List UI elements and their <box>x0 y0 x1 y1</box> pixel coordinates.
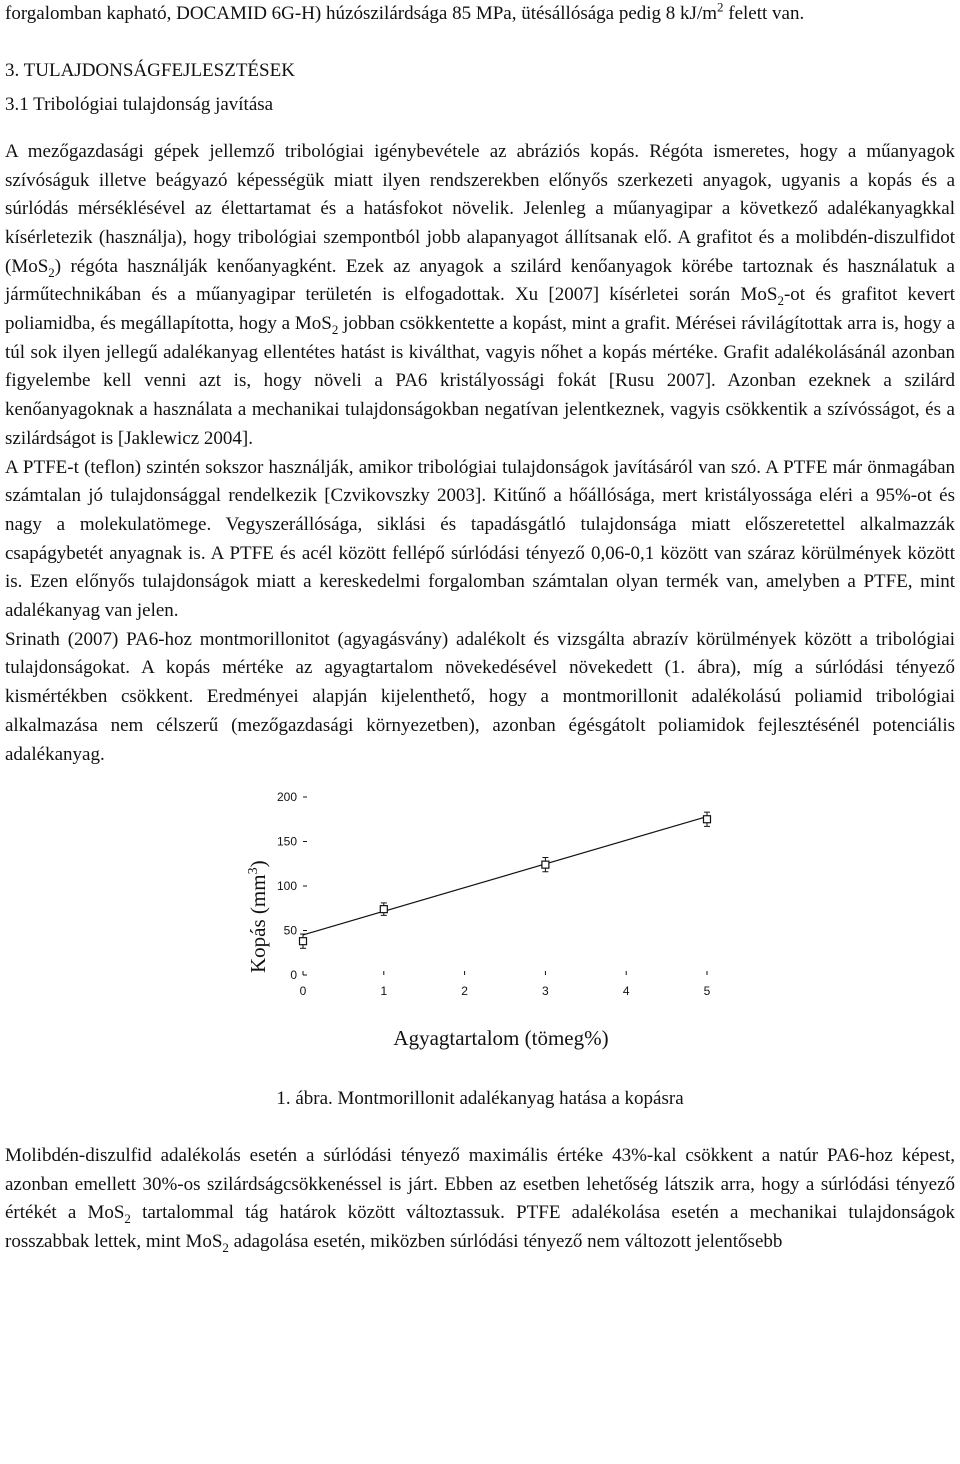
data-point <box>542 861 549 868</box>
data-point <box>300 938 307 945</box>
paragraph-text: Molibdén-diszulfid adalékolás esetén a súrlódási tényező maximális értéke 43%-kal csökkent a natúr PA6-hoz képest, azonban emellett 30%-os szilárdságcsökkenéssel is járt. Ebben az esetben lehetőség látszik arra, hogy a súrlódási tényező értékét a MoS <box>5 1144 955 1224</box>
paragraph-text: -ot és grafitot kevert poliamidba, és megállapította, hogy a MoS <box>5 284 955 335</box>
y-tick-label: 200 <box>276 790 297 805</box>
y-tick-label: 0 <box>290 968 297 983</box>
paragraph-montmorillonite: Srinath (2007) PA6-hoz montmorillonitot (agyagásvány) adalékolt és vizsgálta abrazív körülmények között a tribológiai tulajdonságokat. A kopás mértéke az agyagtartalom növekedésével növekedett (1. ábra), míg a súrlódási tényező kismértékben csökkent. Eredményei alapján kijelenthető, hogy a montmorillonit adalékolású poliamid tribológiai alkalmazása nem célszerű (mezőgazdasági környezetben), azonban égésgátolt poliamidok fejlesztésénél potenciális adalékanyag. <box>5 628 955 765</box>
trend-line <box>303 817 707 935</box>
paragraph-text: tartalommal tág határok között változtassuk. PTFE adalékolása esetén a mechanikai tulajdonságok rosszabbak lettek, mint MoS <box>5 1202 955 1253</box>
subscript: 2 <box>48 264 55 280</box>
y-tick-label: 100 <box>276 879 297 894</box>
subscript: 2 <box>777 293 784 309</box>
subscript: 2 <box>222 1239 229 1255</box>
subscript: 2 <box>331 321 339 337</box>
paragraph-text: jobban csökkentette a kopást, mint a grafit. Mérései rávilágítottak arra is, hogy a túl sok ilyen jellegű adalékanyag ellentétes hatást is kiválthat, vagyis nőhet a kopás mértéke. Grafit adalékolásánál azonban figyelembe kell venni azt is, hogy növeli a PA6 kristályossági fokát [Rusu 2007]. Azonban ezeknek a szilárd kenőanyagoknak a használata a mechanikai tulajdonságokban negatívan jelentkeznek, vagyis csökkentik a szívósságot, és a szilárdságot is [Jaklewicz 2004]. <box>5 313 956 449</box>
x-tick-label: 1 <box>380 984 388 999</box>
x-tick-label: 4 <box>622 984 630 999</box>
paragraph-text: adagolása esetén, miközben súrlódási tényező nem változott jelentősebb <box>228 1231 783 1253</box>
wear-chart <box>5 785 955 1085</box>
intro-superscript: 2 <box>717 0 724 15</box>
intro-text-end: felett van. <box>723 3 805 24</box>
paragraph-mos2 <box>5 1142 955 1257</box>
x-tick-label: 2 <box>461 984 468 999</box>
figure-caption: 1. ábra. Montmorillonit adalékanyag hatása a kopásra <box>276 1088 684 1110</box>
y-tick-label: 150 <box>276 834 297 849</box>
y-axis-label: Kopás $(mm^3)$ <box>246 860 270 974</box>
subscript: 2 <box>124 1211 131 1227</box>
y-tick-label: 50 <box>283 923 297 938</box>
paragraph-ptfe: A PTFE-t (teflon) szintén sokszor használják, amikor tribológiai tulajdonságok javításáról van szó. A PTFE már önmagában számtalan jó tulajdonsággal rendelkezik [Czvikovszky 2003]. Kitűnő a hőállósága, mert kristályossága eléri a 95%-ot és nagy a molekulatömege. Vegyszerállósága, siklási és tapadásgátló tulajdonsága miatt előszeretettel alkalmazzák csapágybetét anyagnak is. A PTFE és acél között fellépő súrlódási tényező 0,06-0,1 között van száraz körülmények között is. Ezen előnyős tulajdonságok miatt a kereskedelmi forgalomban számtalan olyan termék van, amelyben a PTFE, mint adalékanyag van jelen. <box>5 456 955 622</box>
x-tick-label: 5 <box>703 984 711 999</box>
subsection-heading: 3.1 Tribológiai tulajdonság javítása <box>5 94 274 116</box>
data-point <box>380 906 387 913</box>
document-page <box>5 0 955 1257</box>
figure-wear-chart <box>5 785 955 1085</box>
chart-ticks <box>277 790 711 998</box>
x-axis-label: Agyagtartalom (tömeg%) <box>393 1026 609 1051</box>
chart-points <box>300 812 711 948</box>
paragraph-tribology <box>5 138 955 454</box>
intro-text: forgalomban kapható, DOCAMID 6G-H) húzószilárdsága 85 MPa, ütésállósága pedig 8 kJ/m <box>5 3 718 24</box>
section-heading: 3. TULAJDONSÁGFEJLESZTÉSEK <box>5 60 295 82</box>
paragraph-text: A mezőgazdasági gépek jellemző tribológiai igénybevétele az abráziós kopás. Régóta ismeretes, hogy a műanyagok szívóságuk illetve beágyazó képességük miatt ilyen rendszerekben előnyős szerkezeti anyagok, ugyanis a kopás és a súrlódás mérséklésével az élettartamat és a hatásfokot növelik. Jelenleg a műanyagipar a következő adalékanyagkkal kísérletezik (használja), hogy tribológiai szempontból jobb alapanyagot állítsanak elő. A grafitot és a molibdén-diszulfidot (MoS <box>5 140 955 277</box>
paragraph-text: ) régóta használják kenőanyagként. Ezek az anyagok a szilárd kenőanyagok körébe tartoznak és használatuk a járműtechnikában és a műanyagipar területén is elfogadottak. Xu [2007] kísérletei során MoS <box>5 255 955 306</box>
x-tick-label: 3 <box>542 984 549 999</box>
intro-paragraph <box>5 0 955 29</box>
x-tick-label: 0 <box>299 984 307 999</box>
data-point <box>704 816 711 823</box>
